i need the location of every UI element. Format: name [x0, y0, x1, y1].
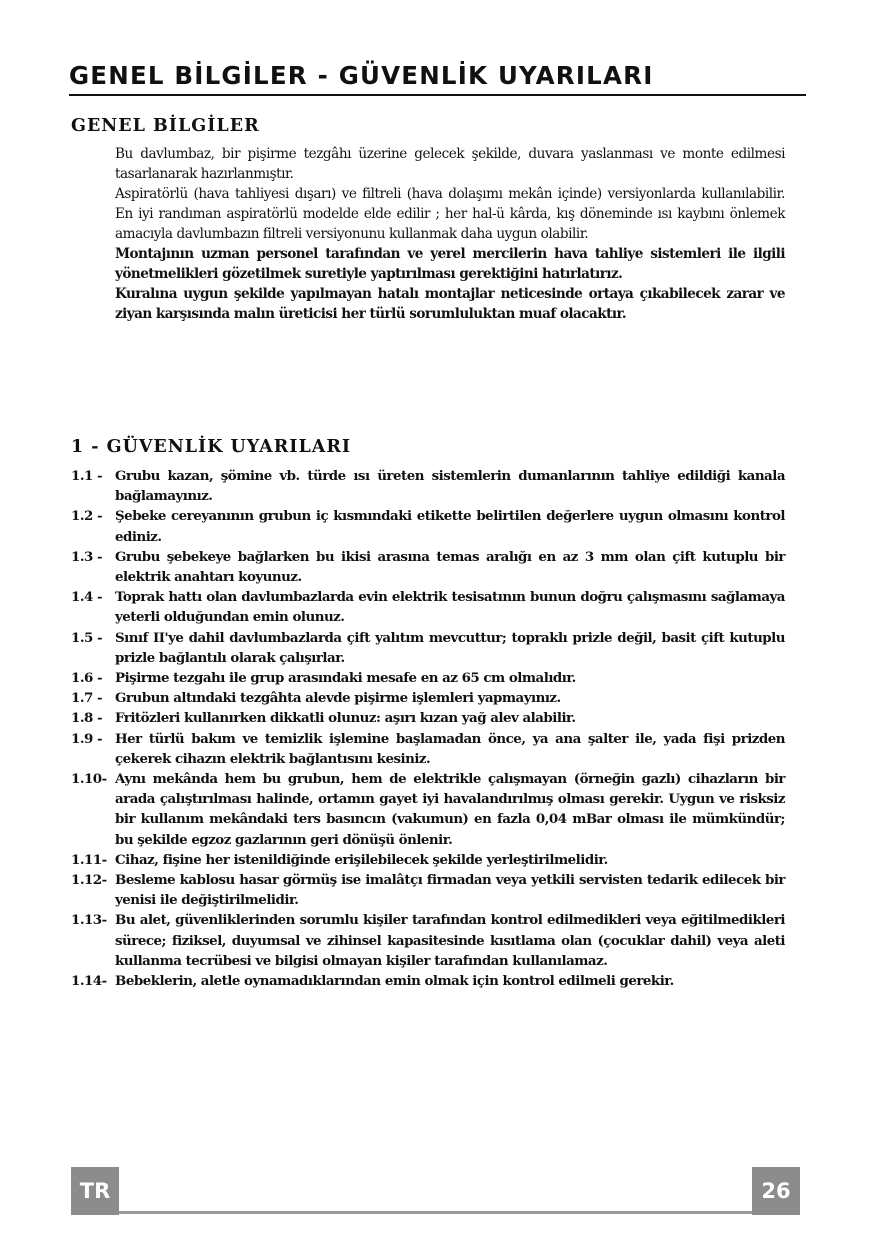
intro-paragraph: Bu davlumbaz, bir pişirme tezgâhı üzerine gelecek şekilde, duvara yaslanması ve monte edilmesi tasarlanarak hazırlanmıştır. — [115, 146, 785, 182]
list-item — [71, 708, 785, 728]
item-number: 1.13- — [71, 912, 107, 929]
general-info-body — [115, 144, 785, 324]
item-text: Şebeke cereyanının grubun iç kısmındaki etikette belirtilen değerlere uygun olmasını kontrol ediniz. — [115, 508, 785, 545]
item-text: Aynı mekânda hem bu grubun, hem de elektrikle çalışmayan (örneğin gazlı) cihazların bir arada çalıştırılması halinde, ortamın gayet iyi havalandırılmış olması gerekir. Uygun ve risksiz bir kullanım mekândaki ters basıncın (vakumun) en fazla 0,04 mBar olması ile mümkündür; bu şekilde egzoz gazlarının geri dönüşü önlenir. — [115, 771, 785, 848]
intro-paragraph: Aspiratörlü (hava tahliyesi dışarı) ve filtreli (hava dolaşımı mekân içinde) versiyonlarda kullanılabilir. En iyi randıman aspiratörlü modelde elde edilir ; her hal-ü kârda, kış döneminde ısı kaybını önlemek amacıyla davlumbazın filtreli versiyonunu kullanmak daha uygun olabilir. — [115, 186, 785, 242]
item-number: 1.10- — [71, 771, 107, 788]
general-info-heading: GENEL BİLGİLER — [71, 116, 260, 136]
item-number: 1.4 - — [71, 589, 103, 606]
item-text: Toprak hattı olan davlumbazlarda evin elektrik tesisatının bunun doğru çalışmasını sağlamaya yeterli olduğundan emin olunuz. — [115, 589, 785, 626]
item-text: Grubun altındaki tezgâhta alevde pişirme işlemleri yapmayınız. — [115, 690, 561, 707]
item-number: 1.3 - — [71, 548, 103, 565]
item-number: 1.8 - — [71, 710, 103, 727]
installation-notice: Montajının uzman personel tarafından ve yerel mercilerin hava tahliye sistemleri ile ilgili yönetmelikleri gözetilmek suretiyle yaptırılması gerektiğini hatırlatırız. — [115, 246, 785, 282]
list-item — [71, 910, 785, 971]
list-item — [71, 769, 785, 850]
list-item — [71, 688, 785, 708]
item-number: 1.2 - — [71, 508, 103, 525]
item-text: Cihaz, fişine her istenildiğinde erişilebilecek şekilde yerleştirilmelidir. — [115, 851, 608, 868]
page-number: 26 — [752, 1167, 800, 1215]
liability-notice: Kuralına uygun şekilde yapılmayan hatalı montajlar neticesinde ortaya çıkabilecek zarar ve ziyan karşısında malın üreticisi her türlü sorumluluktan muaf olacaktır. — [115, 286, 785, 322]
item-text: Bu alet, güvenliklerinden sorumlu kişiler tarafından kontrol edilmedikleri veya eğitilmedikleri sürece; fiziksel, duyumsal ve zihinsel kapasitesinde kısıtlama olan (çocuklar dahil) veya aleti kullanma tecrübesi ve bilgisi olmayan kişiler tarafından kullanılamaz. — [115, 912, 785, 969]
item-text: Sınıf II'ye dahil davlumbazlarda çift yalıtım mevcuttur; topraklı prizle değil, basit çift kutuplu prizle bağlantılı olarak çalışırlar. — [115, 629, 785, 666]
page-title: GENEL BİLGİLER - GÜVENLİK UYARILARI — [69, 58, 806, 96]
list-item — [71, 466, 785, 506]
item-text: Grubu kazan, şömine vb. türde ısı üreten sistemlerin dumanlarının tahliye edildiği kanala bağlamayınız. — [115, 468, 785, 505]
list-item — [71, 971, 785, 991]
item-text: Grubu şebekeye bağlarken bu ikisi arasına temas aralığı en az 3 mm olan çift kutuplu bir elektrik anahtarı koyunuz. — [115, 548, 785, 586]
item-number: 1.7 - — [71, 690, 103, 707]
item-text: Bebeklerin, aletle oynamadıklarından emin olmak için kontrol edilmeli gerekir. — [115, 973, 674, 990]
item-number: 1.12- — [71, 872, 107, 889]
list-item — [71, 547, 785, 587]
item-text: Pişirme tezgahı ile grup arasındaki mesafe en az 65 cm olmalıdır. — [115, 670, 576, 687]
item-text: Besleme kablosu hasar görmüş ise imalâtçı firmadan veya yetkili servisten tedarik edilecek bir yenisi ile değiştirilmelidir. — [115, 872, 785, 909]
list-item — [71, 668, 785, 688]
list-item — [71, 870, 785, 910]
list-item — [71, 506, 785, 546]
list-item — [71, 850, 785, 870]
item-number: 1.11- — [71, 851, 107, 868]
item-text: Her türlü bakım ve temizlik işlemine başlamadan önce, ya ana şalter ile, yada fişi prizden çekerek cihazın elektrik bağlantısını kesiniz. — [115, 730, 785, 767]
footer-divider — [118, 1211, 754, 1214]
item-number: 1.5 - — [71, 629, 103, 646]
item-number: 1.1 - — [71, 468, 103, 484]
item-number: 1.14- — [71, 973, 107, 990]
item-number: 1.6 - — [71, 670, 103, 687]
list-item — [71, 628, 785, 668]
safety-warnings-heading: 1 - GÜVENLİK UYARILARI — [71, 437, 352, 457]
safety-warnings-list — [71, 466, 785, 991]
item-number: 1.9 - — [71, 730, 103, 747]
list-item — [71, 729, 785, 769]
language-badge: TR — [71, 1167, 119, 1215]
item-text: Fritözleri kullanırken dikkatli olunuz: aşırı kızan yağ alev alabilir. — [115, 710, 576, 727]
list-item — [71, 587, 785, 627]
